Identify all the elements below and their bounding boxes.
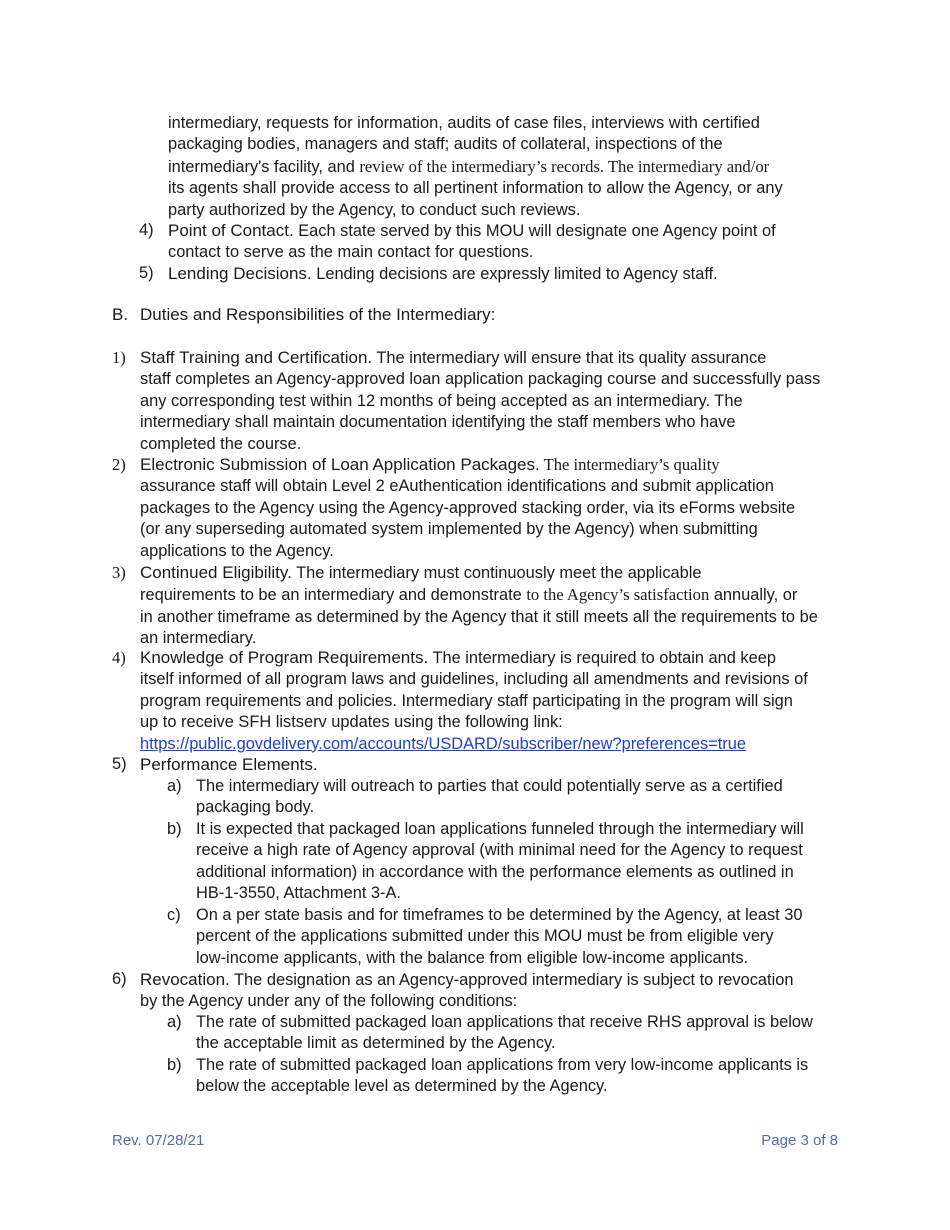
- sub-item-label: b): [167, 820, 182, 838]
- text-line: by the Agency under any of the following conditions:: [140, 992, 518, 1011]
- list-item-electronic-submission: 2) Electronic Submission of Loan Application Packages. The intermediary’s quality assurance staff will obtain Level 2 eAuthentication identifications and submit application packages to the Agency using the Agency-approved stacking order, via its eForms website (or any superseding automated system implemented by the Agency) when submitting applications to the Agency.: [140, 454, 795, 562]
- text-line: any corresponding test within 12 months of being accepted as an intermediary. The: [140, 391, 743, 410]
- item-heading: Point of Contact.: [168, 221, 294, 240]
- text-line: receive a high rate of Agency approval (with minimal need for the Agency to request: [196, 841, 803, 860]
- list-number: 2): [112, 455, 126, 474]
- text-line: HB-1-3550, Attachment 3-A.: [196, 884, 401, 903]
- text-line: The rate of submitted packaged loan applications from very low-income applicants is: [196, 1056, 809, 1074]
- list-number: 5): [139, 264, 154, 282]
- revocation-sub-item-b: [167, 1055, 809, 1098]
- text-line: contact to serve as the main contact for questions.: [168, 243, 534, 262]
- text-line: intermediary shall maintain documentation identifying the staff members who have: [140, 413, 736, 432]
- text-line: low-income applicants, with the balance from eligible low-income applicants.: [196, 948, 749, 967]
- continued-paragraph: [168, 113, 783, 221]
- text-line: intermediary, requests for information, audits of case files, interviews with certified: [168, 114, 760, 132]
- text-line: applications to the Agency.: [140, 541, 334, 560]
- text-line: percent of the applications submitted under this MOU must be from eligible very: [196, 927, 774, 946]
- sub-item-b: [167, 819, 804, 905]
- list-item-program-knowledge: 4) Knowledge of Program Requirements. The intermediary is required to obtain and keep itself informed of all program laws and guidelines, including all amendments and revisions of program requirements and policies. Intermediary staff participating in the program will sign up to receive SFH listserv updates using the following link: https://public.govdelivery.com/accounts/USDARD/subscriber/new?preferences=true: [112, 648, 808, 753]
- text-line: On a per state basis and for timeframes to be determined by the Agency, at least 30: [196, 906, 803, 924]
- sub-item-label: c): [167, 906, 181, 924]
- text-line: up to receive SFH listserv updates using the following link:: [140, 713, 563, 732]
- listserv-subscribe-link[interactable]: https://public.govdelivery.com/accounts/USDARD/subscriber/new?preferences=true: [140, 734, 746, 753]
- text-line: its agents shall provide access to all pertinent information to allow the Agency, or any: [168, 179, 783, 198]
- sub-item-label: a): [167, 777, 182, 795]
- list-number: 3): [112, 563, 126, 582]
- text-line: assurance staff will obtain Level 2 eAuthentication identifications and submit application: [140, 477, 774, 496]
- sub-item-a: [167, 776, 783, 819]
- sub-item-label: a): [167, 1013, 182, 1031]
- text-line: in another timeframe as determined by the Agency that it still meets all the requirements to be: [140, 607, 818, 626]
- sub-item-label: b): [167, 1056, 182, 1074]
- list-item-performance-elements: [112, 754, 318, 775]
- list-item-point-of-contact: 4) Point of Contact. Each state served by this MOU will designate one Agency point of contact to serve as the main contact for questions.: [168, 220, 776, 264]
- text-line: completed the course.: [140, 434, 302, 453]
- text-line: program requirements and policies. Intermediary staff participating in the program will sign: [140, 691, 793, 710]
- text-line: an intermediary.: [140, 629, 257, 648]
- list-number: 1): [112, 348, 126, 367]
- item-heading: Revocation.: [140, 970, 230, 989]
- text-line: The intermediary will outreach to parties that could potentially serve as a certified: [196, 777, 783, 795]
- text-line: staff completes an Agency-approved loan application packaging course and successfully pass: [140, 370, 821, 389]
- item-heading: Lending Decisions.: [168, 264, 312, 283]
- list-number: 5): [112, 755, 127, 773]
- item-heading: Electronic Submission of Loan Application Packages.: [140, 455, 540, 474]
- list-item-staff-training: 1) Staff Training and Certification. The intermediary will ensure that its quality assurance staff completes an Agency-approved loan application packaging course and successfully pass any corresponding test within 12 months of being accepted as an intermediary. The intermediary shall maintain documentation identifying the staff members who have completed the course.: [140, 347, 820, 455]
- text-line: intermediary's facility, and review of the intermediary’s records. The intermediary and/or: [168, 156, 770, 176]
- text-line: itself informed of all program laws and guidelines, including all amendments and revisions of: [140, 670, 808, 689]
- text-line: The rate of submitted packaged loan applications that receive RHS approval is below: [196, 1013, 813, 1031]
- text-line: the acceptable limit as determined by the Agency.: [196, 1034, 556, 1053]
- text-line: packaging bodies, managers and staff; audits of collateral, inspections of the: [168, 135, 723, 154]
- text-line: party authorized by the Agency, to conduct such reviews.: [168, 200, 581, 219]
- text-line: (or any superseding automated system implemented by the Agency) when submitting: [140, 520, 758, 539]
- text-line: additional information) in accordance with the performance elements as outlined in: [196, 862, 794, 881]
- section-title: Duties and Responsibilities of the Intermediary:: [140, 305, 496, 324]
- text-line: below the acceptable level as determined by the Agency.: [196, 1077, 608, 1096]
- list-item-lending-decisions: 5) Lending Decisions. Lending decisions are expressly limited to Agency staff.: [139, 264, 718, 283]
- revocation-sub-item-a: [167, 1012, 813, 1055]
- text-line: packages to the Agency using the Agency-approved stacking order, via its eForms website: [140, 498, 796, 517]
- item-heading: Staff Training and Certification.: [140, 348, 373, 367]
- footer-revision-date: Rev. 07/28/21: [112, 1132, 205, 1149]
- section-label: B.: [112, 305, 129, 324]
- text-line: It is expected that packaged loan applications funneled through the intermediary will: [196, 820, 804, 838]
- sub-item-c: [167, 905, 803, 969]
- list-number: 4): [112, 648, 126, 667]
- text-line: requirements to be an intermediary and demonstrate to the Agency’s satisfaction annually, or: [140, 585, 798, 605]
- list-number: 6): [112, 970, 127, 988]
- list-number: 4): [139, 221, 154, 239]
- list-item-revocation: 6) Revocation. The designation as an Agency-approved intermediary is subject to revocation by the Agency under any of the following conditions:: [140, 969, 793, 1013]
- item-heading: Continued Eligibility.: [140, 563, 292, 582]
- section-b-heading: [112, 304, 496, 325]
- item-heading: Knowledge of Program Requirements.: [140, 648, 429, 667]
- list-item-continued-eligibility: 3) Continued Eligibility. The intermediary must continuously meet the applicable requirements to be an intermediary and demonstrate to the Agency’s satisfaction annually, or in another timeframe as determined by the Agency that it still meets all the requirements to be an intermediary.: [140, 562, 818, 650]
- footer-page-number: Page 3 of 8: [761, 1132, 838, 1149]
- item-heading: Performance Elements.: [140, 755, 318, 774]
- text-line: packaging body.: [196, 798, 315, 817]
